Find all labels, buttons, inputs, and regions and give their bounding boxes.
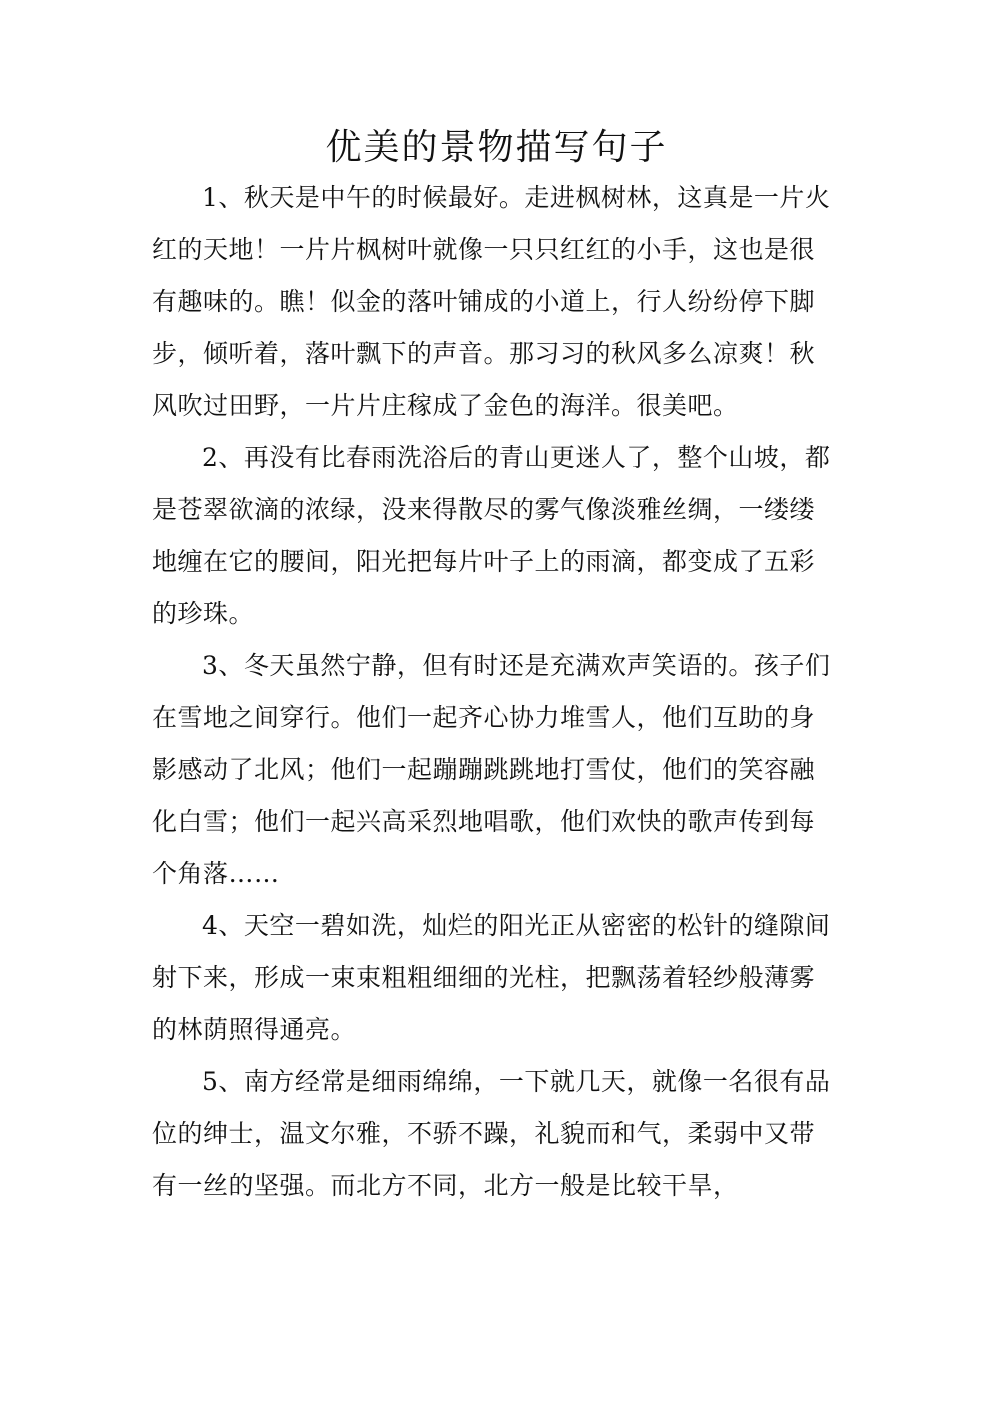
paragraph-1: 1、秋天是中午的时候最好。走进枫树林，这真是一片火红的天地！一片片枫树叶就像一只只红红的小手，这也是很有趣味的。瞧！似金的落叶铺成的小道上，行人纷纷停下脚步，倾听着，落叶飘下的声音。那习习的秋风多么凉爽！秋风吹过田野，一片片庄稼成了金色的海洋。很美吧。 — [152, 183, 831, 420]
paragraph-5: 5、南方经常是细雨绵绵，一下就几天，就像一名很有品位的绅士，温文尔雅，不骄不躁，礼貌而和气，柔弱中又带有一丝的坚强。而北方不同，北方一般是比较干旱， — [152, 1067, 831, 1200]
paragraph-3: 3、冬天虽然宁静，但有时还是充满欢声笑语的。孩子们在雪地之间穿行。他们一起齐心协力堆雪人，他们互助的身影感动了北风；他们一起蹦蹦跳跳地打雪仗，他们的笑容融化白雪；他们一起兴高采烈地唱歌，他们欢快的歌声传到每个角落…… — [152, 651, 831, 888]
page-title: 优美的景物描写句子 — [325, 127, 668, 168]
paragraph-4: 4、天空一碧如洗，灿烂的阳光正从密密的松针的缝隙间射下来，形成一束束粗粗细细的光柱，把飘荡着轻纱般薄雾的林荫照得通亮。 — [152, 911, 831, 1044]
paragraph-2: 2、再没有比春雨洗浴后的青山更迷人了，整个山坡，都是苍翠欲滴的浓绿，没来得散尽的雾气像淡雅丝绸，一缕缕地缠在它的腰间，阳光把每片叶子上的雨滴，都变成了五彩的珍珠。 — [152, 443, 831, 628]
document-body — [152, 172, 832, 1212]
